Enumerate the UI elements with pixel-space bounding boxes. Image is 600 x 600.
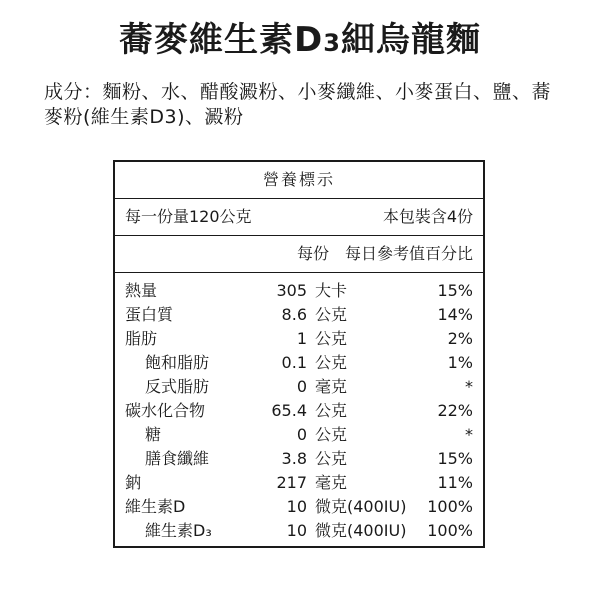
column-daily-value: 每日參考值百分比 xyxy=(344,244,473,263)
nutrient-row xyxy=(115,423,483,447)
nutrient-unit: 微克(400IU) xyxy=(315,521,407,540)
nutrient-amount: 10 xyxy=(286,497,307,516)
nutrient-row xyxy=(115,279,483,303)
nutrient-daily-value: 14% xyxy=(437,305,473,324)
nutrient-unit: 毫克 xyxy=(315,473,348,492)
product-title-subscript: 3 xyxy=(323,29,341,57)
servings-per-package: 本包裝含4份 xyxy=(382,207,473,226)
nutrient-rows xyxy=(115,273,483,543)
nutrient-amount: 0 xyxy=(296,377,307,396)
nutrient-name: 飽和脂肪 xyxy=(145,353,210,372)
nutrient-unit: 公克 xyxy=(315,329,348,348)
nutrient-name: 維生素D xyxy=(125,497,186,516)
nutrient-amount: 217 xyxy=(276,473,307,492)
nutrient-row xyxy=(115,399,483,423)
nutrient-unit: 微克(400IU) xyxy=(315,497,407,516)
nutrient-daily-value: 100% xyxy=(427,521,473,540)
ingredients-text: 成分：麵粉、水、醋酸澱粉、小麥纖維、小麥蛋白、鹽、蕎麥粉(維生素D3)、澱粉 xyxy=(44,81,552,128)
nutrient-name: 糖 xyxy=(145,425,162,444)
nutrient-name: 維生素D₃ xyxy=(145,521,212,540)
nutrient-unit: 公克 xyxy=(315,449,348,468)
nutrition-column-headers xyxy=(115,236,483,273)
serving-size: 每一份量120公克 xyxy=(125,207,252,226)
nutrient-unit: 公克 xyxy=(315,305,348,324)
nutrient-daily-value: 22% xyxy=(437,401,473,420)
nutrient-amount: 65.4 xyxy=(271,401,307,420)
nutrient-daily-value: * xyxy=(465,377,473,396)
product-title-main: 蕎麥維生素D xyxy=(119,20,324,60)
nutrient-row xyxy=(115,519,483,543)
nutrient-daily-value: * xyxy=(465,425,473,444)
nutrient-name: 鈉 xyxy=(125,473,142,492)
nutrient-row xyxy=(115,375,483,399)
nutrient-daily-value: 100% xyxy=(427,497,473,516)
nutrient-amount: 10 xyxy=(286,521,307,540)
nutrient-daily-value: 1% xyxy=(447,353,473,372)
nutrient-name: 脂肪 xyxy=(125,329,158,348)
nutrient-amount: 1 xyxy=(296,329,307,348)
nutrient-name: 碳水化合物 xyxy=(125,401,206,420)
nutrient-name: 蛋白質 xyxy=(125,305,174,324)
nutrient-row xyxy=(115,471,483,495)
nutrient-row xyxy=(115,303,483,327)
nutrient-row xyxy=(115,351,483,375)
product-title-tail: 細烏龍麵 xyxy=(340,20,481,60)
serving-info-row xyxy=(115,199,483,236)
nutrient-name: 膳食纖維 xyxy=(145,449,210,468)
nutrient-amount: 8.6 xyxy=(281,305,307,324)
nutrient-daily-value: 15% xyxy=(437,281,473,300)
nutrient-amount: 3.8 xyxy=(281,449,307,468)
nutrient-unit: 毫克 xyxy=(315,377,348,396)
nutrient-name: 反式脂肪 xyxy=(145,377,210,396)
nutrient-amount: 0 xyxy=(296,425,307,444)
nutrient-daily-value: 11% xyxy=(437,473,473,492)
nutrient-amount: 305 xyxy=(276,281,307,300)
nutrition-facts-panel xyxy=(113,160,485,548)
nutrient-daily-value: 2% xyxy=(447,329,473,348)
nutrient-row xyxy=(115,495,483,519)
nutrient-row xyxy=(115,447,483,471)
nutrient-row xyxy=(115,327,483,351)
product-title xyxy=(0,18,600,65)
nutrient-unit: 公克 xyxy=(315,401,348,420)
column-per-serving: 每份 xyxy=(296,244,329,263)
nutrition-panel-title: 營養標示 xyxy=(115,162,483,199)
nutrient-daily-value: 15% xyxy=(437,449,473,468)
nutrient-unit: 公克 xyxy=(315,425,348,444)
nutrient-unit: 大卡 xyxy=(315,281,348,300)
nutrient-name: 熱量 xyxy=(125,281,158,300)
nutrient-unit: 公克 xyxy=(315,353,348,372)
nutrient-amount: 0.1 xyxy=(281,353,307,372)
